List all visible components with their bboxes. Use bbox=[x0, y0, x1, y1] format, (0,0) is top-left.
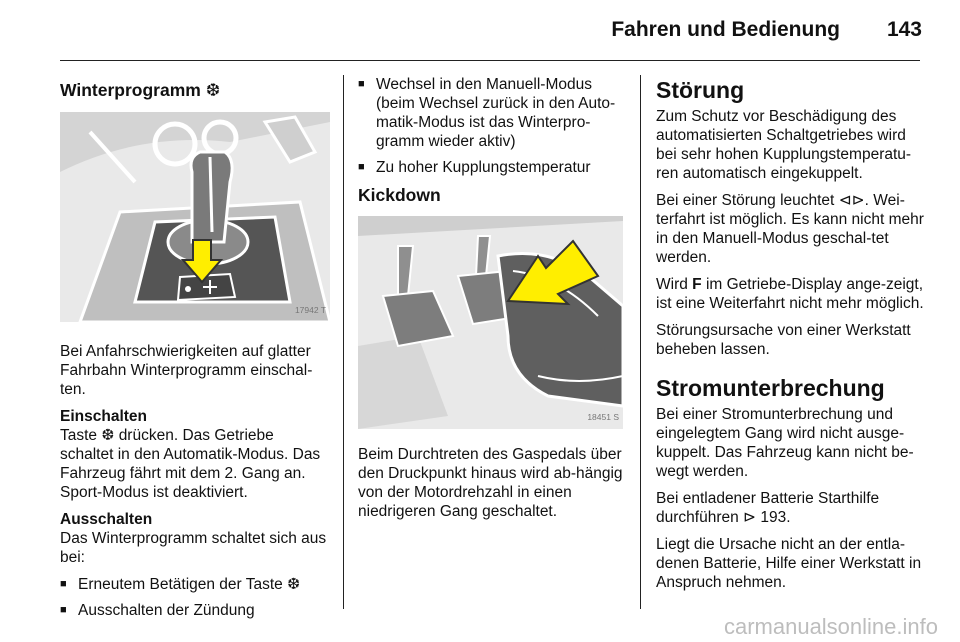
kickdown-text: Beim Durchtreten des Gaspedals über den Druckpunkt hinaus wird ab-hängig von der Motordrehzahl in einen niedrigeren Gang geschaltet. bbox=[358, 446, 623, 520]
ausschalten-list-continued bbox=[358, 75, 623, 177]
strom-paragraph-3: Liegt die Ursache nicht an der entla-denen Batterie, Hilfe einer Werkstatt in Anspruch nehmen. bbox=[656, 536, 922, 591]
stoerung-paragraph-2-pre: Bei einer Störung leuchtet bbox=[656, 192, 835, 209]
stoerung-paragraph-1: Zum Schutz vor Beschädigung des automatisierten Schaltgetriebes wird bei sehr hohen Kupplungstemperatu-ren automatisch eingekuppelt. bbox=[656, 108, 912, 182]
stoerung-paragraph-2-post: . Wei-terfahrt ist möglich. Es kann nicht mehr in den Manuell-Modus geschal-tet werden. bbox=[656, 192, 924, 266]
page-reference-link[interactable]: 193. bbox=[760, 509, 791, 526]
list-item bbox=[60, 575, 330, 594]
list-item bbox=[358, 158, 623, 177]
gearbox-fault-icon: ⊲⊳ bbox=[838, 191, 865, 209]
gear-selector-figure bbox=[60, 112, 330, 322]
display-letter-f: F bbox=[692, 276, 702, 293]
column-divider-1 bbox=[343, 75, 344, 609]
kickdown-illustration bbox=[358, 216, 623, 429]
strom-paragraph-1: Bei einer Stromunterbrechung und eingelegtem Gang wird nicht ausge-kuppelt. Das Fahrzeug kann nicht be-wegt werden. bbox=[656, 406, 914, 480]
column-2 bbox=[358, 75, 623, 529]
winterprogramm-intro: Bei Anfahrschwierigkeiten auf glatter Fahrbahn Winterprogramm einschal-ten. bbox=[60, 343, 313, 398]
strom-paragraph-2-pre: Bei entladener Batterie Starthilfe durchführen bbox=[656, 490, 880, 526]
figure-id: 17942 T bbox=[294, 305, 326, 315]
page-number: 143 bbox=[886, 18, 922, 41]
einschalten-heading: Einschalten bbox=[60, 408, 147, 425]
section-title-winterprogramm bbox=[60, 79, 330, 102]
page-header bbox=[0, 0, 960, 62]
list-item-text: Erneutem Betätigen der Taste bbox=[78, 576, 283, 593]
list-item bbox=[358, 75, 623, 151]
stoerung-paragraph-3-post: im Getriebe-Display ange-zeigt, ist eine Weiterfahrt nicht mehr möglich. bbox=[656, 276, 924, 312]
winterprogramm-title-text: Winterprogramm bbox=[60, 80, 201, 100]
einschalten-text-pre: Taste bbox=[60, 427, 98, 444]
ausschalten-list bbox=[60, 575, 330, 620]
snowflake-icon: ❆ bbox=[287, 575, 301, 593]
stoerung-paragraph-3 bbox=[656, 275, 926, 313]
section-title-stromunterbrechung: Stromunterbrechung bbox=[656, 375, 885, 401]
watermark: carmanualsonline.info bbox=[723, 614, 938, 639]
column-divider-2 bbox=[640, 75, 641, 609]
gear-selector-illustration bbox=[60, 112, 330, 322]
list-item-text: Zu hoher Kupplungstemperatur bbox=[376, 159, 591, 176]
figure-id: 18451 S bbox=[587, 412, 619, 422]
stoerung-paragraph-3-pre: Wird bbox=[656, 276, 688, 293]
ausschalten-heading: Ausschalten bbox=[60, 511, 153, 528]
snowflake-icon: ❆ bbox=[205, 81, 221, 101]
list-item-text: Wechsel in den Manuell-Modus (beim Wechsel zurück in den Auto-matik-Modus ist das Winterpro-gramm wieder aktiv) bbox=[376, 76, 616, 150]
header-title: Fahren und Bedienung bbox=[611, 18, 840, 41]
kickdown-figure bbox=[358, 216, 623, 429]
section-title-stoerung: Störung bbox=[656, 77, 745, 103]
snowflake-icon: ❆ bbox=[101, 426, 115, 444]
column-1 bbox=[60, 75, 330, 627]
stoerung-paragraph-4: Störungsursache von einer Werkstatt beheben lassen. bbox=[656, 322, 911, 358]
section-title-kickdown: Kickdown bbox=[358, 185, 441, 205]
page-reference-icon: ⊳ bbox=[743, 508, 757, 526]
list-item-text: Ausschalten der Zündung bbox=[78, 602, 255, 619]
header-divider bbox=[60, 60, 920, 61]
list-item bbox=[60, 601, 330, 620]
column-3 bbox=[656, 75, 926, 600]
einschalten-text bbox=[60, 426, 330, 502]
ausschalten-text: Das Winterprogramm schaltet sich aus bei: bbox=[60, 530, 327, 566]
strom-paragraph-2 bbox=[656, 489, 926, 527]
stoerung-paragraph-2 bbox=[656, 191, 926, 267]
einschalten-text-post: drücken. Das Getriebe schaltet in den Automatik-Modus. Das Fahrzeug fährt mit dem 2. Gang an. Sport-Modus ist deaktiviert. bbox=[60, 427, 321, 501]
